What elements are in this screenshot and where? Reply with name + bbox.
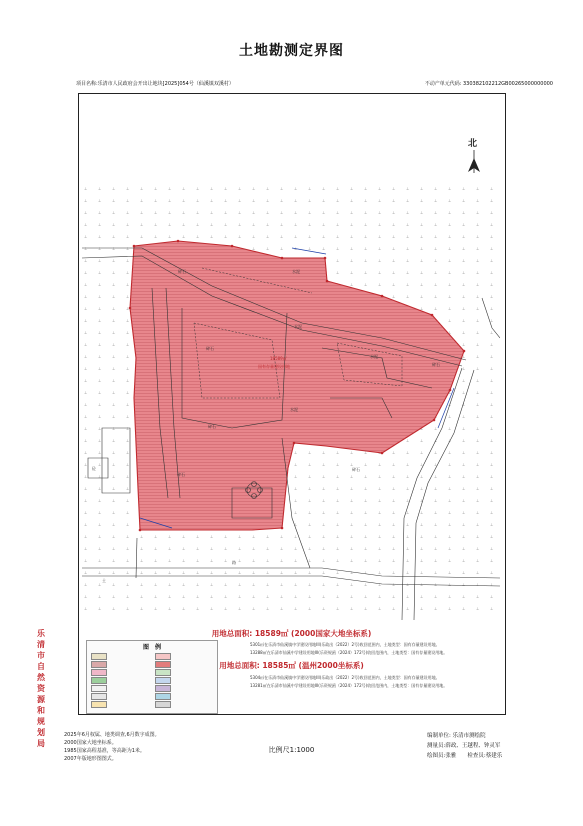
road-label: 路: [232, 560, 236, 565]
area-heading-wenzhou: 用地总面积: 18585㎡ (温州2000坐标系): [219, 661, 364, 670]
legend-swatch: [155, 677, 171, 684]
suishi-label: 碎石: [208, 424, 216, 429]
suishi-label: 碎石: [177, 472, 185, 477]
legend: [86, 640, 218, 714]
suishi-label: 碎石: [352, 467, 360, 472]
north-label: 北: [468, 139, 478, 149]
map-area[interactable]: [82, 98, 500, 620]
suishi-label: 碎石: [432, 362, 440, 367]
legend-swatch: [91, 685, 107, 692]
org-credit: 编制单位: 乐清市测绘院: [427, 733, 486, 739]
north-arrow: [468, 137, 480, 173]
legend-swatch: [155, 693, 171, 700]
suishi-label: 碎石: [178, 269, 186, 274]
map-title: 土地勘测定界图: [239, 43, 344, 59]
unit-code: 不动产单元代码: 330382102212GB00265000000000: [424, 81, 553, 87]
cadastral-map: [82, 98, 500, 620]
shuini-label: 水泥: [370, 354, 378, 359]
shuini-label: 水泥: [292, 269, 300, 274]
legend-swatch: [155, 685, 171, 692]
legend-swatch: [155, 653, 171, 660]
shuini-label: 水泥: [294, 324, 302, 329]
surveyor-credit: 测量员:薛政、王越程、钟灵军: [427, 743, 501, 749]
area-note: 5304㎡在乐清市仙溪镇中学建设用地III(乐政出（2022）2号)收回范围内，土地类型：国有存量建设用地。: [250, 675, 440, 680]
drafter-credit: 绘图员:张雅 检查员:蔡建乐: [427, 753, 503, 759]
survey-note: 2007年版地形图图式。: [64, 756, 117, 762]
suishi-label: 碎石: [206, 346, 214, 351]
scale-label: 比例尺1:1000: [268, 746, 315, 754]
survey-note: 1985国家高程基准，等高距为1米。: [64, 748, 145, 754]
survey-note: 2025年6月权属、地类调查,6月数字成图。: [64, 732, 160, 738]
legend-swatch: [91, 693, 107, 700]
legend-swatch: [91, 653, 107, 660]
tu-label: 土: [102, 578, 106, 583]
bureau-side-text: 乐清市自然资源和规划局: [37, 629, 45, 748]
area-note: 5301㎡在乐清市仙溪镇中学建设用地III(乐政出（2022）2号)收回范围内，土地类型：国有存量建设用地。: [250, 642, 440, 647]
shuini-label: 水泥: [290, 407, 298, 412]
legend-swatch: [91, 701, 107, 708]
area-note: 13281㎡在乐清市仙溪中学建设用地III(乐资规函（2024）172号)收回范围内，土地类型：国有存量建设用地。: [250, 683, 448, 688]
survey-note: 2000国家大地坐标系。: [64, 740, 117, 746]
parcel-note-label: 国有存量建设用地: [258, 364, 290, 369]
project-name: 项目名称:乐清市人民政府会开出让地块[2025]054号（仙溪镇双溪村）: [76, 81, 234, 87]
legend-swatch: [155, 701, 171, 708]
area-heading-2000: 用地总面积: 18589㎡ (2000国家大地坐标系): [211, 629, 372, 638]
jiao-label: 砼: [92, 466, 96, 471]
parcel-area-label: 18589㎡: [270, 356, 287, 361]
area-note: 13288㎡在乐清市仙溪中学建设用地III(乐资规函（2024）172号)收回范围内，土地类型：国有存量建设用地。: [250, 650, 448, 655]
legend-swatch: [91, 677, 107, 684]
legend-title: 图 例: [142, 644, 161, 651]
